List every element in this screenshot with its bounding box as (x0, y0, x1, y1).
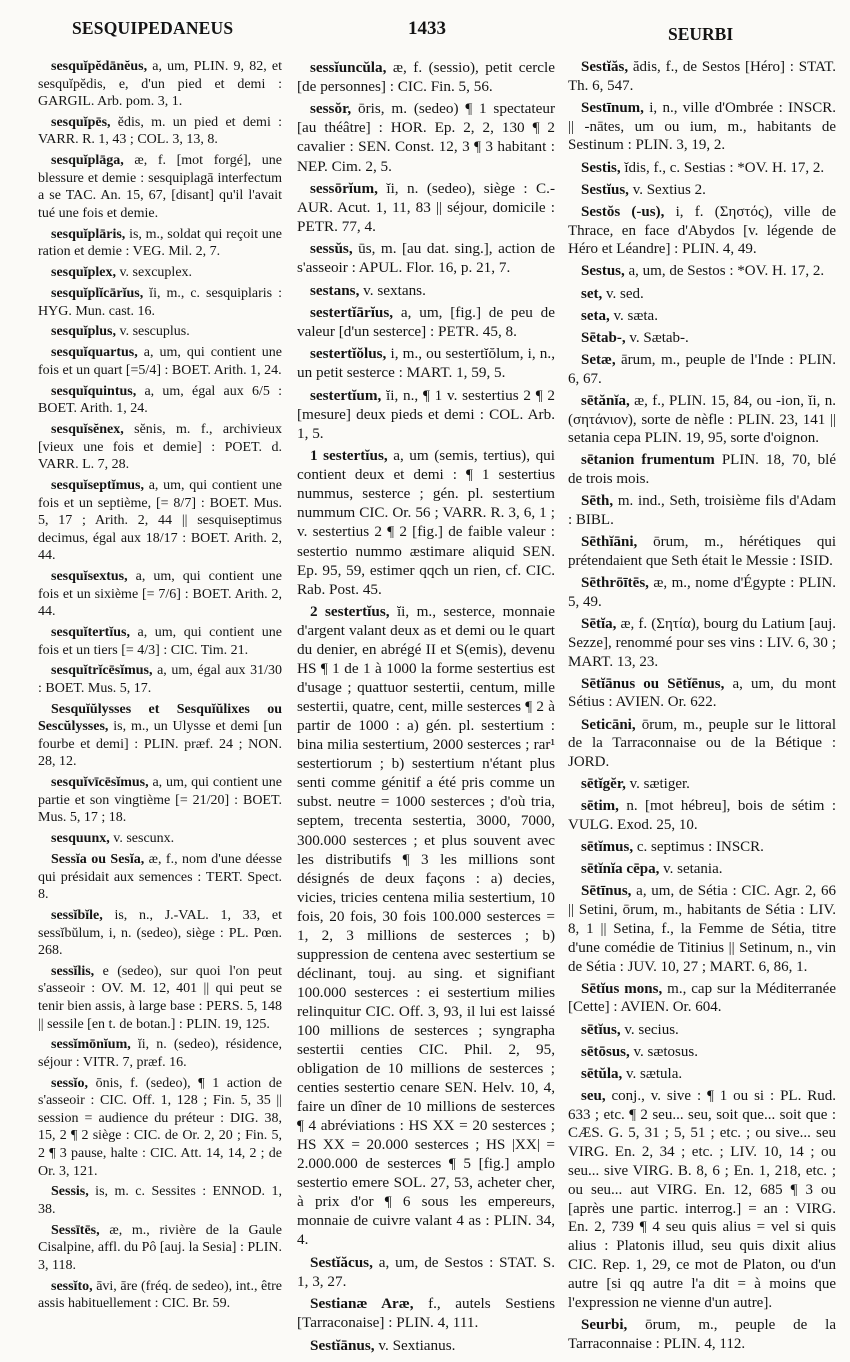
dictionary-entry (568, 1043, 836, 1062)
entry-definition: æ, m., nome d'Égypte : PLIN. 5, 49. (568, 575, 836, 610)
dictionary-entry (38, 152, 282, 222)
entry-headword: Sessītēs, (51, 1222, 100, 1238)
entry-definition: a, um, qui contient une fois et un quart [=5/4] : BOET. Arith. 1, 24. (38, 345, 282, 378)
entry-definition: a, um, du mont Sétius : AVIEN. Or. 622. (568, 675, 836, 711)
entry-definition: v. sætiger. (625, 776, 690, 793)
entry-headword: sesquunx, (51, 831, 110, 847)
entry-definition: v. Sextianus. (374, 1336, 456, 1354)
dictionary-entry (568, 1316, 836, 1354)
entry-headword: sētănĭa, (581, 392, 630, 409)
dictionary-column-1 (38, 58, 282, 1358)
entry-headword: Sestĭăs, (581, 59, 629, 75)
entry-headword: seta, (581, 307, 610, 324)
dictionary-entry (38, 226, 282, 261)
entry-headword: Sēthĭāni, (581, 534, 638, 551)
dictionary-entry (568, 307, 836, 326)
dictionary-entry (568, 329, 836, 348)
entry-definition: v. sætula. (622, 1065, 683, 1082)
running-head-right: SEURBI (668, 24, 734, 44)
entry-headword: sētĭnĭa cēpa, (581, 861, 660, 878)
entry-definition: ōrum, m., hérétiques qui prétendaient que Seth était le Messie : ISID. (568, 534, 836, 569)
entry-definition: conj., v. sive : ¶ 1 ou si : PL. Rud. 633 ; etc. ¶ 2 seu... seu, soit que... soit que : CÆS. G. 5, 31 ; 5, 51 ; etc. ; ou sive... seu VIRG. En. 2, 34 ; etc. ; LIV. 10, 14 ; ou seu... sive VIRG. B. 8, 6 ; En. 1, 218, etc. ; ou seu... aut VIRG. En. 12, 685 ¶ 3 ou [après une partic. interrog.] = an : VIRG. En. 2, 739 ¶ 4 seu quis alius = vel si quis alius : Platonis illud, seu quis dixit alius CIC. Rep. 1, 29, ce mot de Platon, ou d'un autre [si qq autre l'a dit = à moins que l'expression ne vienne d'un autre]. (568, 1087, 836, 1311)
entry-headword: sesquĭplex, (51, 265, 116, 281)
dictionary-entry (38, 1222, 282, 1275)
entry-definition: is, m. c. Sessites : ENNOD. 1, 38. (38, 1184, 282, 1217)
entry-headword: sesquĭtrĭcēsĭmus, (51, 663, 153, 679)
entry-definition: ădis, f., de Sestos [Héro] : STAT. Th. 6, 547. (568, 59, 836, 94)
entry-definition: a, um, qui contient une fois et un sixième [= 7/6] : BOET. Arith. 2, 44. (38, 569, 282, 620)
entry-headword: sestertĭŏlus, (310, 345, 387, 363)
entry-headword: sessĭlis, (51, 963, 95, 979)
entry-headword: sesquĭpēs, (51, 114, 111, 130)
dictionary-column-3 (568, 58, 836, 1358)
entry-definition: æ, f. (sessio), petit cercle [de personnes] : CIC. Fin. 5, 56. (297, 59, 555, 96)
entry-headword: sesquĭvīcēsĭmus, (51, 775, 149, 791)
dictionary-entry (568, 797, 836, 835)
entry-definition: v. sexcuplex. (115, 265, 193, 281)
dictionary-entry (568, 615, 836, 671)
dictionary-entry (38, 907, 282, 960)
entry-headword: sētĭmus, (581, 839, 634, 856)
entry-headword: sessĭuncŭla, (310, 59, 387, 76)
entry-headword: sestertĭārĭus, (310, 304, 394, 322)
dictionary-entry (297, 1294, 555, 1332)
entry-definition: ĭi, m., c. sesquiplaris : HYG. Mun. cast. 16. (38, 286, 282, 319)
dictionary-entry (568, 451, 836, 489)
entry-definition: v. secius. (620, 1021, 679, 1038)
entry-definition: a, um, PLIN. 9, 82, et sesquĭpĕdis, e, d'un pied et demi : GARGIL. Arb. pom. 3, 1. (38, 59, 282, 110)
dictionary-entry (38, 701, 282, 771)
entry-definition: ĭi, n. (sedeo), résidence, séjour : VITR. 7, præf. 16. (38, 1037, 282, 1070)
dictionary-entry (568, 860, 836, 879)
entry-headword: sessōrĭum, (310, 179, 378, 197)
entry-definition: v. sætosus. (629, 1043, 698, 1060)
dictionary-entry (38, 1075, 282, 1180)
entry-definition: ĭi, m., sesterce, monnaie d'argent valant deux as et demi ou le quart du denier, en abrégé II et S(emis), devenu HS ¶ 1 de 1 à 1000 la forme sestertius est d'usage ; quattuor sestertii, centum, mille sestertii, quatre, cent, mille sesterces ¶ 2 à partir de 1000 : a) gén. pl. sestertium : bina milia sestertium, 2000 sesterces ; rar¹ sestertiorum ; b) sestertium n'étant plus senti comme génitif a été pris comme un subst. neutre = 1000 sesterces ; d'où tria, septem, trecenta sestertia, 3000, 7000, 300.000 sesterces ; et plus souvent avec les distributifs ¶ 3 les millions sont désignés de deux façons : a) decies, vicies, tricies centena milia sestertium, 10 fois, 20 fois, 30 fois 100.000 sesterces = 1, 2, 3 millions de sesterces ; b) suppression de centena avec sestertium se déclinant, touj. au sing. et signifiant 100.000 sesterces : ei sestertium milies relinquitur CIC. Off. 3, 93, il lui est laissé 100 millions de sesterces ; syngrapha sestertii centies CIC. Phil. 2, 95, obligation de 10 millions de sesterces ; centies sestertio cenare SEN. Helv. 10, 4, faire un dîner de 10 millions de sesterces ¶ 4 abréviations : HS XX = 20 sesterces ; HS XX = 20.000 sesterces ; HS |XX| = 2.000.000 de sesterces ¶ 5 [fig.] amplo sestertio emere SOL. 27, 53, acheter cher, à prix d'or ¶ 6 sous les empereurs, monnaie de cuivre valant 4 as : PLIN. 34, 4. (297, 602, 555, 1249)
dictionary-entry (38, 851, 282, 904)
dictionary-entry (568, 1087, 836, 1313)
entry-definition: a, um (semis, tertius), qui contient deux et demi : ¶ 1 sestertius nummus, sesterce ; gén. pl. sestertium nummum CIC. Or. 56 ; VARR. R. 3, 6, 1 ; v. sestertius 2 ¶ 2 [fig.] de faible valeur : sestertio nummo æstimare aliquid SEN. Ep. 95, 59, estimer qqch un rien, cf. CIC. Rab. Post. 45. (297, 447, 555, 598)
dictionary-entry (38, 624, 282, 659)
entry-headword: sessĭo, (51, 1075, 88, 1091)
entry-definition: e (sedeo), sur quoi l'on peut s'asseoir : OV. M. 12, 401 || qui peut se tenir bien assis, à large base : PERS. 5, 148 || sessile [en t. de botan.] : PLIN. 19, 125. (38, 963, 282, 1032)
dictionary-entry (38, 421, 282, 474)
dictionary-entry (38, 323, 282, 341)
entry-definition: i, f. (Σηστός), ville de Thrace, en face d'Abydos [v. légende de Héro et Léandre] : PLIN. 4, 49. (568, 203, 836, 258)
dictionary-entry (568, 492, 836, 530)
entry-headword: sētĭgĕr, (581, 776, 626, 793)
dictionary-entry (568, 392, 836, 448)
dictionary-entry (38, 774, 282, 827)
entry-headword: Sestus, (581, 263, 625, 280)
entry-headword: sesquĭplāga, (51, 153, 124, 169)
entry-headword: sesquĭplus, (51, 324, 116, 340)
entry-definition: sĕnis, m. f., archivieux [vieux une fois et demie] : POET. d. VARR. L. 7, 28. (38, 422, 282, 473)
dictionary-entry (297, 1336, 555, 1355)
dictionary-entry (297, 239, 555, 277)
entry-definition: v. sextans. (359, 281, 426, 299)
entry-headword: Sētīnus, (581, 883, 632, 900)
dictionary-entry (568, 882, 836, 976)
entry-headword: Sestianæ Aræ, (310, 1295, 414, 1313)
entry-headword: Sēth, (581, 493, 614, 510)
entry-definition: a, um, égal aux 31/30 : BOET. Mus. 5, 17. (38, 663, 282, 696)
entry-headword: Sessis, (51, 1184, 89, 1200)
entry-definition: c. septimus : INSCR. (633, 839, 764, 856)
entry-headword: Setæ, (581, 351, 616, 368)
dictionary-entry (568, 203, 836, 259)
entry-headword: Sesquĭŭlysses et Sesquĭŭlixes ou Sescŭlysses, (38, 701, 282, 735)
dictionary-entry (568, 675, 836, 713)
entry-headword: sētim, (581, 798, 619, 815)
dictionary-entry (38, 344, 282, 379)
dictionary-entry (38, 568, 282, 621)
entry-headword: sesquĭquintus, (51, 383, 137, 399)
dictionary-entry (568, 838, 836, 857)
entry-headword: sesquĭpĕdānĕus, (51, 59, 148, 74)
entry-headword: Sēthrōītēs, (581, 575, 649, 592)
entry-definition: n. [mot hébreu], bois de sétim : VULG. Exod. 25, 10. (568, 798, 836, 834)
dictionary-entry (568, 58, 836, 96)
entry-definition: i, n., ville d'Ombrée : INSCR. || -nātes, um ou ium, m., habitants de Sestinum : PLIN. 3, 19, 2. (568, 99, 836, 154)
entry-definition: āvi, āre (fréq. de sedeo), int., être assis habituellement : CIC. Br. 59. (38, 1278, 282, 1312)
dictionary-entry (568, 159, 836, 178)
entry-definition: v. sæta. (609, 307, 658, 324)
entry-headword: Sētab-, (581, 329, 626, 346)
dictionary-entry (297, 281, 555, 300)
dictionary-entry (38, 1036, 282, 1071)
entry-headword: Seurbi, (581, 1316, 628, 1333)
entry-definition: m. ind., Seth, troisième fils d'Adam : BIBL. (568, 493, 836, 529)
entry-definition: v. sescunx. (109, 831, 175, 847)
entry-definition: a, um, de Sétia : CIC. Agr. 2, 66 || Setini, ōrum, m., habitants de Sétia : LIV. 8, 1 || Setina, f., la Femme de Sétia, titre d'une comédie de Titinius || Setinum, n., vin de Sétia : JUV. 10, 27 ; MART. 6, 86, 1. (568, 883, 836, 975)
dictionary-entry (568, 1021, 836, 1040)
entry-definition: ārum, m., peuple de l'Inde : PLIN. 6, 67. (568, 351, 836, 387)
dictionary-entry (38, 830, 282, 848)
entry-headword: 2 sestertĭus, (310, 602, 390, 620)
entry-definition: æ, m., rivière de la Gaule Cisalpine, affl. du Pô [auj. la Sesia] : PLIN. 3, 118. (38, 1222, 282, 1273)
dictionary-entry (297, 344, 555, 382)
entry-definition: ĕdis, m. un pied et demi : VARR. R. 1, 43 ; COL. 3, 13, 8. (38, 114, 282, 148)
entry-definition: ĭi, n., ¶ 1 v. sestertius 2 ¶ 2 [mesure] deux pieds et demi : COL. Arb. 1, 5. (297, 386, 555, 442)
entry-headword: sesquĭplāris, (51, 226, 126, 242)
entry-headword: sestans, (310, 281, 360, 299)
entry-headword: sesquĭseptĭmus, (51, 478, 144, 493)
entry-headword: Sestĭus, (581, 181, 629, 198)
entry-headword: Sessĭa ou Sesĭa, (51, 852, 145, 868)
dictionary-entry (568, 351, 836, 389)
running-head-left: SESQUIPEDANEUS (72, 18, 234, 38)
entry-definition: is, m., un Ulysse et demi [un fourbe et demi] : PLIN. præf. 24 ; NON. 28, 12. (38, 719, 282, 770)
dictionary-entry (38, 114, 282, 149)
entry-headword: sessŏr, (310, 100, 352, 118)
entry-definition: a, um, qui contient une fois et un tiers [= 4/3] : CIC. Tim. 21. (38, 624, 282, 658)
entry-definition: æ, f. [mot forgé], une blessure et demie : sesquiplagā interfectum a se TAC. An. 15, 67, [disant] qu'il l'avait tué une fois et demie. (38, 153, 282, 221)
entry-headword: sessĭmōnĭum, (51, 1037, 131, 1053)
entry-definition: æ, f. (Σητία), bourg du Latium [auj. Sezze], renommé pour ses vins : LIV. 6, 30 ; MART. 13, 23. (568, 615, 836, 670)
dictionary-entry (297, 99, 555, 175)
entry-definition: a, um, qui contient une fois et un septième, [= 8/7] : BOET. Mus. 5, 17 ; Arith. 2, 44 || sesquiseptimus decimus, égal aux 18/17 : BOET. Arith. 2, 44. (38, 478, 282, 564)
entry-definition: ōrum, m., peuple sur le littoral de la Tarraconnaise ou de la Bétique : JORD. (568, 716, 836, 771)
entry-headword: sētĭus, (581, 1021, 621, 1038)
dictionary-entry (38, 383, 282, 418)
dictionary-entry (297, 602, 555, 1250)
dictionary-entry (568, 99, 836, 155)
dictionary-entry (38, 477, 282, 565)
entry-definition: i, m., ou sestertĭŏlum, i, n., un petit sesterce : MART. 1, 59, 5. (297, 345, 555, 382)
entry-headword: sētŭla, (581, 1065, 623, 1082)
entry-headword: sesquĭquartus, (51, 345, 138, 361)
entry-definition: is, m., soldat qui reçoit une ration et demie : VEG. Mil. 2, 7. (38, 226, 282, 260)
entry-headword: sesquĭtertĭus, (51, 624, 130, 640)
dictionary-entry (38, 264, 282, 282)
dictionary-entry (297, 1253, 555, 1291)
page-header (0, 0, 850, 48)
dictionary-column-2 (297, 58, 555, 1358)
entry-definition: ĭdis, f., c. Sestias : *OV. H. 17, 2. (620, 159, 825, 176)
dictionary-entry (297, 179, 555, 236)
entry-headword: set, (581, 285, 603, 302)
entry-definition: v. setania. (659, 861, 723, 878)
entry-definition: ōris, m. (sedeo) ¶ 1 spectateur [au théâtre] : HOR. Ep. 2, 2, 130 ¶ 2 cavalier : SEN. Const. 12, 3 ¶ 3 habitant : NEP. Cim. 2, 5. (297, 100, 555, 175)
dictionary-entry (568, 1065, 836, 1084)
dictionary-entry (297, 386, 555, 443)
dictionary-entry (568, 574, 836, 612)
dictionary-entry (38, 58, 282, 111)
dictionary-entry (38, 285, 282, 320)
entry-definition: v. Sextius 2. (628, 181, 706, 198)
dictionary-entry (38, 963, 282, 1033)
dictionary-entry (38, 1278, 282, 1313)
entry-definition: æ, f., nom d'une déesse qui présidait aux semences : TERT. Spect. 8. (38, 852, 282, 903)
entry-headword: Seticāni, (581, 716, 636, 733)
entry-headword: sētanion frumentum (581, 452, 715, 469)
entry-headword: sessĭto, (51, 1278, 93, 1294)
entry-headword: Sētĭānus ou Sētĭēnus, (581, 675, 725, 692)
dictionary-entry (38, 662, 282, 697)
entry-definition: v. sed. (602, 285, 644, 302)
dictionary-entry (297, 446, 555, 598)
dictionary-entry (568, 716, 836, 772)
entry-headword: 1 sestertĭus, (310, 447, 388, 465)
entry-headword: Sestīnum, (581, 99, 644, 116)
dictionary-entry (568, 980, 836, 1018)
entry-definition: v. Sætab-. (625, 329, 689, 346)
dictionary-entry (38, 1183, 282, 1218)
entry-definition: ĭi, n. (sedeo), siège : C.-AUR. Acut. 1, 11, 83 || séjour, domicile : PETR. 77, 4. (297, 179, 555, 235)
entry-definition: ōrum, m., peuple de la Tarraconnaise : PLIN. 4, 112. (568, 1316, 836, 1352)
dictionary-entry (297, 58, 555, 96)
entry-definition: a, um, qui contient une partie et son vingtième [= 21/20] : BOET. Mus. 5, 17 ; 18. (38, 775, 282, 826)
entry-headword: sessŭs, (310, 240, 353, 258)
entry-headword: sētōsus, (581, 1043, 630, 1060)
entry-definition: ōnis, f. (sedeo), ¶ 1 action de s'asseoir : CIC. Off. 1, 128 ; Fin. 5, 35 || session = audience du préteur : DIG. 38, 15, 2 ¶ 2 siège : CIC. de Or. 2, 20 ; Fin. 5, 2 ¶ 3 pause, halte : CIC. Att. 14, 14, 2 ; de Or. 3, 121. (38, 1075, 282, 1179)
entry-headword: Sestĭăcus, (310, 1253, 373, 1271)
entry-definition: is, n., J.-VAL. 1, 33, et sessĭbŭlum, i, n. (sedeo), siège : PL. Pœn. 268. (38, 907, 282, 959)
entry-headword: sessĭbĭle, (51, 907, 103, 923)
entry-definition: ūs, m. [au dat. sing.], action de s'asseoir : APUL. Flor. 16, p. 21, 7. (297, 240, 555, 277)
entry-definition: a, um, égal aux 6/5 : BOET. Arith. 1, 24. (38, 383, 282, 417)
entry-definition: a, um, de Sestos : STAT. S. 1, 3, 27. (297, 1253, 555, 1290)
dictionary-entry (568, 533, 836, 571)
entry-headword: sesquĭplĭcārĭus, (51, 286, 144, 302)
entry-headword: seu, (581, 1087, 606, 1104)
entry-definition: æ, f., PLIN. 15, 84, ou -ion, ĭi, n. (σητάνιον), sorte de nèfle : PLIN. 23, 141 || setania cepa PLIN. 19, 95, sorte d'oignon. (568, 392, 836, 447)
entry-headword: sesquĭsextus, (51, 569, 128, 585)
dictionary-entry (568, 285, 836, 304)
dictionary-entry (297, 303, 555, 341)
entry-headword: sestertĭum, (310, 386, 382, 404)
page-number: 1433 (408, 18, 446, 39)
entry-headword: sesquĭsĕnex, (51, 422, 124, 438)
entry-definition: v. sescuplus. (115, 324, 190, 340)
entry-headword: Sestŏs (-us), (581, 203, 665, 220)
entry-definition: a, um, [fig.] de peu de valeur [d'un sesterce] : PETR. 45, 8. (297, 304, 555, 341)
entry-definition: f., autels Sestiens [Tarraconaise] : PLIN. 4, 111. (297, 1295, 555, 1332)
dictionary-entry (568, 181, 836, 200)
entry-headword: Sētĭus mons, (581, 980, 663, 997)
entry-definition: PLIN. 18, 70, blé de trois mois. (568, 452, 836, 488)
dictionary-entry (568, 775, 836, 794)
entry-definition: m., cap sur la Méditerranée [Cette] : AVIEN. Or. 604. (568, 980, 836, 1016)
entry-definition: a, um, de Sestos : *OV. H. 17, 2. (624, 263, 825, 280)
entry-headword: Sētĭa, (581, 615, 617, 632)
entry-headword: Sestis, (581, 159, 621, 176)
entry-headword: Sestĭānus, (310, 1336, 375, 1354)
dictionary-entry (568, 262, 836, 281)
